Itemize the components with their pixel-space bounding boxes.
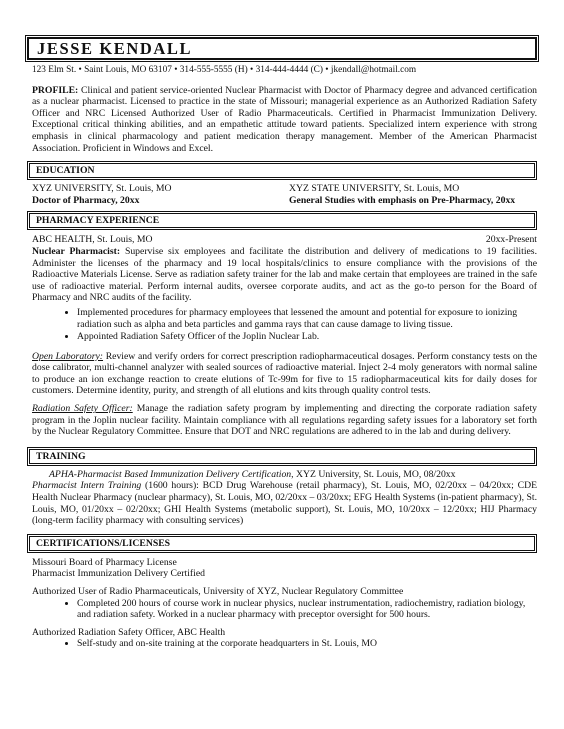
apha-details: , XYZ University, St. Louis, MO, 08/20xx — [291, 468, 456, 480]
profile-label: PROFILE: — [32, 84, 79, 96]
profile-text: Clinical and patient service-oriented Nuclear Pharmacist with Doctor of Pharmacy degree and advanced certification as a nuclear pharmacist. Licensed to practice in the state of Missouri; managerial experience as an Authorized Radiation Safety Officer and NRC Licensed Authorized User of Radio Pharmaceuticals. Certified in Pharmacist Immunization Delivery. Exceptional critical thinking abilities, and an empathetic attitude toward patients. Specialized intern experience with strong emphasis in clinical pharmacology and patient medication therapy management. Member of the American Pharmacist Association. Proficient in Windows and Excel. — [32, 84, 538, 154]
edu-school-left: XYZ UNIVERSITY, St. Louis, MO — [32, 183, 172, 195]
rso-paragraph — [27, 403, 537, 438]
education-title: EDUCATION — [36, 164, 95, 176]
profile-section — [27, 85, 537, 155]
candidate-name: JESSE KENDALL — [37, 38, 193, 58]
rso-label: Radiation Safety Officer: — [32, 403, 133, 415]
experience-bullet: • Implemented procedures for pharmacy employees that lessened the amount and potential for exposure to ionizing radiation such as alpha and beta particles and gamma rays that can cause damage to living tissue. — [77, 307, 537, 330]
cert-bullet: • Self-study and on-site training at the corporate headquarters in St. Louis, MO — [77, 638, 537, 650]
certifications-heading — [29, 536, 535, 551]
contact-line: 123 Elm St. • Saint Louis, MO 63107 • 314-555-5555 (H) • 314-444-4444 (C) • jkendall@hotmail.com — [32, 65, 417, 75]
edu-school-right: XYZ STATE UNIVERSITY, St. Louis, MO — [289, 183, 460, 195]
rso-text: Manage the radiation safety program by implementing and directing the corporate radiation safety program in the Joplin nuclear facility. Maintain compliance with all regulations regarding safety issues for a laboratory set forth by the Nuclear Regulatory Committee. Ensure that DOT and NRC regulations are adhered to in the lab and during delivery. — [32, 403, 537, 438]
experience-bullet: • Appointed Radiation Safety Officer of the Joplin Nuclear Lab. — [77, 331, 537, 343]
apha-certification: APHA-Pharmacist Based Immunization Delivery Certification — [49, 468, 292, 480]
open-lab-label: Open Laboratory: — [32, 350, 104, 362]
experience-title: PHARMACY EXPERIENCE — [36, 215, 160, 227]
cert-authorized-user-bullets — [27, 598, 537, 621]
intern-training-label: Pharmacist Intern Training — [32, 480, 142, 492]
cert-rso: Authorized Radiation Safety Officer, ABC Health — [32, 626, 226, 638]
intern-training-details: (1600 hours): BCD Drug Warehouse (retail pharmacy), St. Louis, MO, 02/20xx – 04/20xx; CDE Health Nuclear Pharmacy (nuclear pharmacy), St. Louis, MO, 02/20xx – 03/20xx; EFG Health Systems (in-patient pharmacy), St. Louis, MO, 01/20xx – 02/20xx; GHI Health Systems (metabolic support), St. Louis, MO, 10/20xx – 12/20xx; HIJ Pharmacy (long-term facility pharmacy with consulting services) — [32, 480, 537, 527]
experience-heading — [29, 213, 535, 228]
edu-degree-left: Doctor of Pharmacy, 20xx — [32, 194, 140, 206]
training-heading — [29, 449, 535, 464]
employment-dates: 20xx-Present — [485, 234, 537, 246]
nuclear-pharmacist-paragraph — [27, 246, 537, 304]
training-line-1 — [27, 469, 537, 481]
education-heading — [29, 163, 535, 178]
certifications-title: CERTIFICATIONS/LICENSES — [36, 537, 171, 549]
role-label: Nuclear Pharmacist: — [32, 245, 121, 257]
cert-immunization: Pharmacist Immunization Delivery Certified — [32, 568, 205, 580]
name-header — [27, 37, 537, 60]
experience-bullets — [27, 307, 537, 343]
resume-page — [27, 37, 537, 651]
open-lab-text: Review and verify orders for correct prescription radiopharmaceutical dosages. Perform constancy tests on the dose calibrator, multi-channel analyzer with sealed sources of radioactive material. Inject 2-4 moly generators with normal saline to produce an ion exchange reaction to create elutions of Tc-99m for five to 15 radiopharmaceutical kits for daily doses for customers. Determine identity, purity, and strength of all elutions and kits through quality control tests. — [32, 350, 538, 397]
cert-rso-bullets — [27, 638, 537, 650]
cert-license: Missouri Board of Pharmacy License — [32, 556, 177, 568]
role-text: Supervise six employees and facilitate the distribution and delivery of medications to 19 facilities. Administer the licenses of the pharmacy and 19 local hospitals/clinics to ensure compliance with the provisions of the Radioactive Materials License. Serve as radiation safety trainer for the lab and make certain that employees are trained in the safe use of radioactive material. Perform internal audits, oversee corporate audits, and act as the go-to person for the Board of Pharmacy and NRC audits of the facility. — [32, 245, 538, 304]
cert-bullet: • Completed 200 hours of course work in nuclear physics, nuclear instrumentation, radiochemistry, radiation biology, and radiation safety. Worked in a nuclear pharmacy with preceptor oversight for 500 hours. — [77, 598, 537, 621]
training-line-2 — [27, 480, 537, 526]
cert-authorized-user: Authorized User of Radio Pharmaceuticals, University of XYZ, Nuclear Regulatory Committee — [32, 586, 404, 597]
employer-row — [27, 234, 537, 246]
edu-degree-right: General Studies with emphasis on Pre-Pharmacy, 20xx — [289, 194, 516, 206]
employer: ABC HEALTH, St. Louis, MO — [32, 234, 153, 246]
education-section — [27, 183, 537, 206]
open-lab-paragraph — [27, 351, 537, 397]
training-title: TRAINING — [36, 450, 86, 462]
